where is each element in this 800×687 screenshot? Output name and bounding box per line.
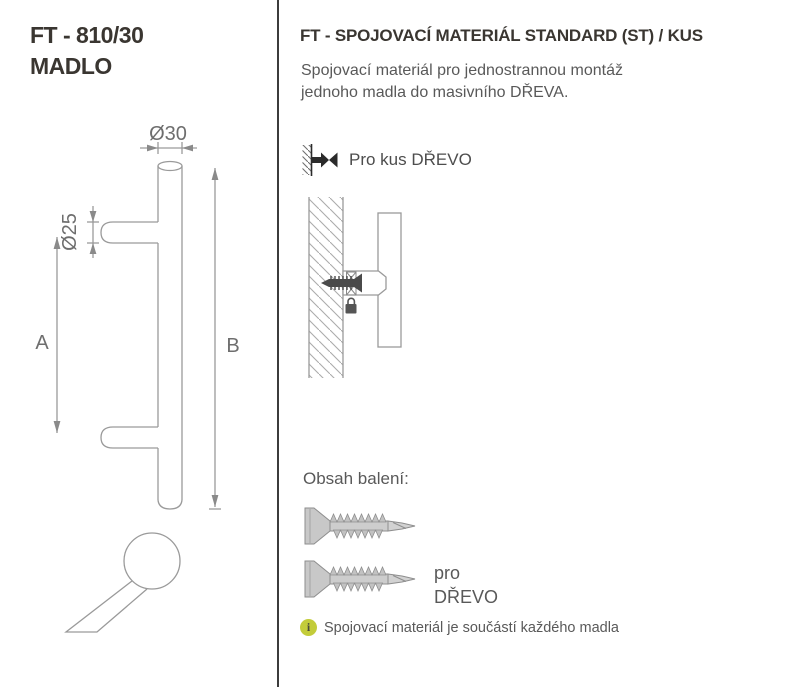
- screw-type-line: pro: [434, 563, 461, 583]
- lock-icon: [346, 298, 357, 313]
- note-row: [300, 619, 619, 636]
- handle-technical-drawing: [0, 100, 278, 660]
- mounting-diagram: [300, 192, 430, 387]
- description: [301, 60, 623, 104]
- dim-label-a: A: [35, 332, 49, 354]
- dim-label-b: B: [226, 335, 240, 357]
- dim-label-diameter-30: Ø30: [149, 123, 187, 145]
- info-icon: i: [300, 619, 317, 636]
- section-title: FT - SPOJOVACÍ MATERIÁL STANDARD (ST) / KUS: [300, 26, 703, 45]
- usage-label: Pro kus DŘEVO: [349, 150, 472, 169]
- wall-mount-icon: [302, 144, 340, 176]
- handle-top-view-drawing: [66, 533, 180, 632]
- description-line: jednoho madla do masivního DŘEVA.: [301, 84, 569, 101]
- screw-image: [303, 505, 421, 547]
- product-code: FT - 810/30: [30, 22, 144, 48]
- product-title: [30, 20, 143, 82]
- product-name: MADLO: [30, 53, 112, 79]
- note-text: Spojovací materiál je součástí každého madla: [324, 619, 619, 636]
- usage-row: [302, 144, 472, 176]
- wall-hatch: [309, 197, 343, 378]
- panel-divider: [277, 0, 279, 687]
- description-line: Spojovací materiál pro jednostrannou montáž: [301, 62, 623, 79]
- dim-label-diameter-25: Ø25: [59, 213, 81, 251]
- screw-type-label: [434, 561, 498, 609]
- screw-type-line: DŘEVO: [434, 587, 499, 607]
- package-heading: Obsah balení:: [303, 469, 409, 488]
- screw-image: [303, 558, 421, 600]
